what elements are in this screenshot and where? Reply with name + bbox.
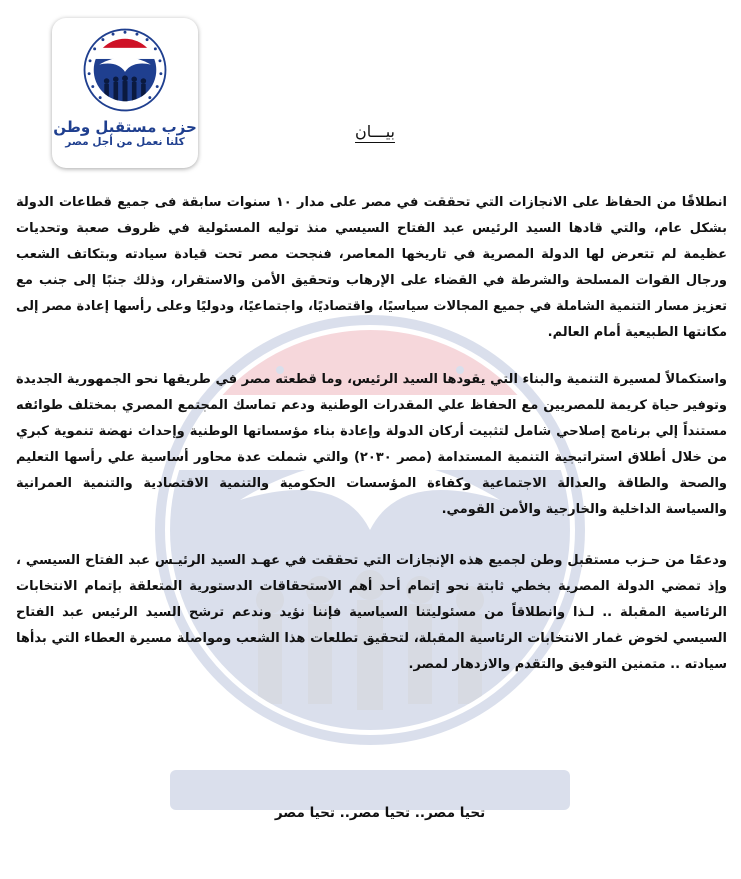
- party-slogan: كلنا نعمل من أجل مصر: [65, 136, 185, 148]
- statement-body: [16, 190, 727, 678]
- document-title: بيـــان: [355, 122, 395, 141]
- paragraph-1: انطلاقًا من الحفاظ على الانجازات التي تحققت في مصر على مدار ١٠ سنوات سابقة فى جميع قطاعات الدولة بشكل عام، والتي قادها السيد الرئيس عبد الفتاح السيسي منذ توليه المسئولية في ظروف صعبة وتحديات عظيمة لم تتعرض لها الدولة المصرية في تاريخها المعاصر، فنجحت مصر تحت قيادة سيادته وبتكاتف الشعب ورجال القوات المسلحة والشرطة في القضاء على الإرهاب وتحقيق الأمن والاستقرار، وذلك جنبًا إلى جنب مع تعزيز مسار التنمية الشاملة في جميع المجالات سياسيًا، واقتصاديًا، واجتماعيًا، ودوليًا وعلى رأسها إعادة مصر إلى مكانتها الطبيعية أمام العالم.: [16, 195, 728, 340]
- party-name: حزب مستقبل وطن: [53, 118, 197, 136]
- party-logo: [52, 18, 198, 168]
- closing-slogan: تحيا مصر.. تحيا مصر.. تحيا مصر: [274, 805, 486, 821]
- party-emblem-icon: [79, 24, 171, 116]
- paragraph-2: واستكمالاً لمسيرة التنمية والبناء التي يقودها السيد الرئيس، وما قطعته مصر في طريقها نحو الجمهورية الجديدة وتوفير حياة كريمة للمصريين مع الحفاظ علي المقدرات الوطنية ودعم تماسك المجتمع المصري بمختلف طوائفه مستنداً إلي برنامج إصلاحي شامل لتثبيت أركان الدولة وإعادة بناء مؤسساتها الوطنية وإحداث نهضة تنموية كبري من خلال أطلاق استراتيجية التنمية المستدامة (مصر ٢٠٣٠) والتي شملت عدة محاور أساسية علي رأسها التعليم والصحة والطاقة والعدالة الاجتماعية وكفاءة المؤسسات الحكومية والتنمية الاقتصادية والتنمية العمرانية والسياسة الداخلية والخارجية والأمن القومي.: [16, 372, 727, 517]
- paragraph-3: ودعمًا من حـزب مستقبل وطن لجميع هذه الإنجازات التي تحققت في عهـد السيد الرئيـس عبد الفتاح السيسي ، وإذ تمضي الدولة المصرية بخطي ثابتة نحو إتمام أحد أهم الاستحقاقات الدستورية المتعلقة بإتمام الانتخابات الرئاسية المقبلة .. لـذا وانطلاقاً من مسئوليتنا السياسية فإننا نؤيد وندعم ترشح السيد الرئيس عبد الفتاح السيسي لخوض غمار الانتخابات الرئاسية المقبلة، لتحقيق تطلعات هذا الشعب ومواصلة مسيرة العطاء التي بدأها سيادته .. متمنين التوفيق والتقدم والازدهار لمصر.: [16, 553, 727, 672]
